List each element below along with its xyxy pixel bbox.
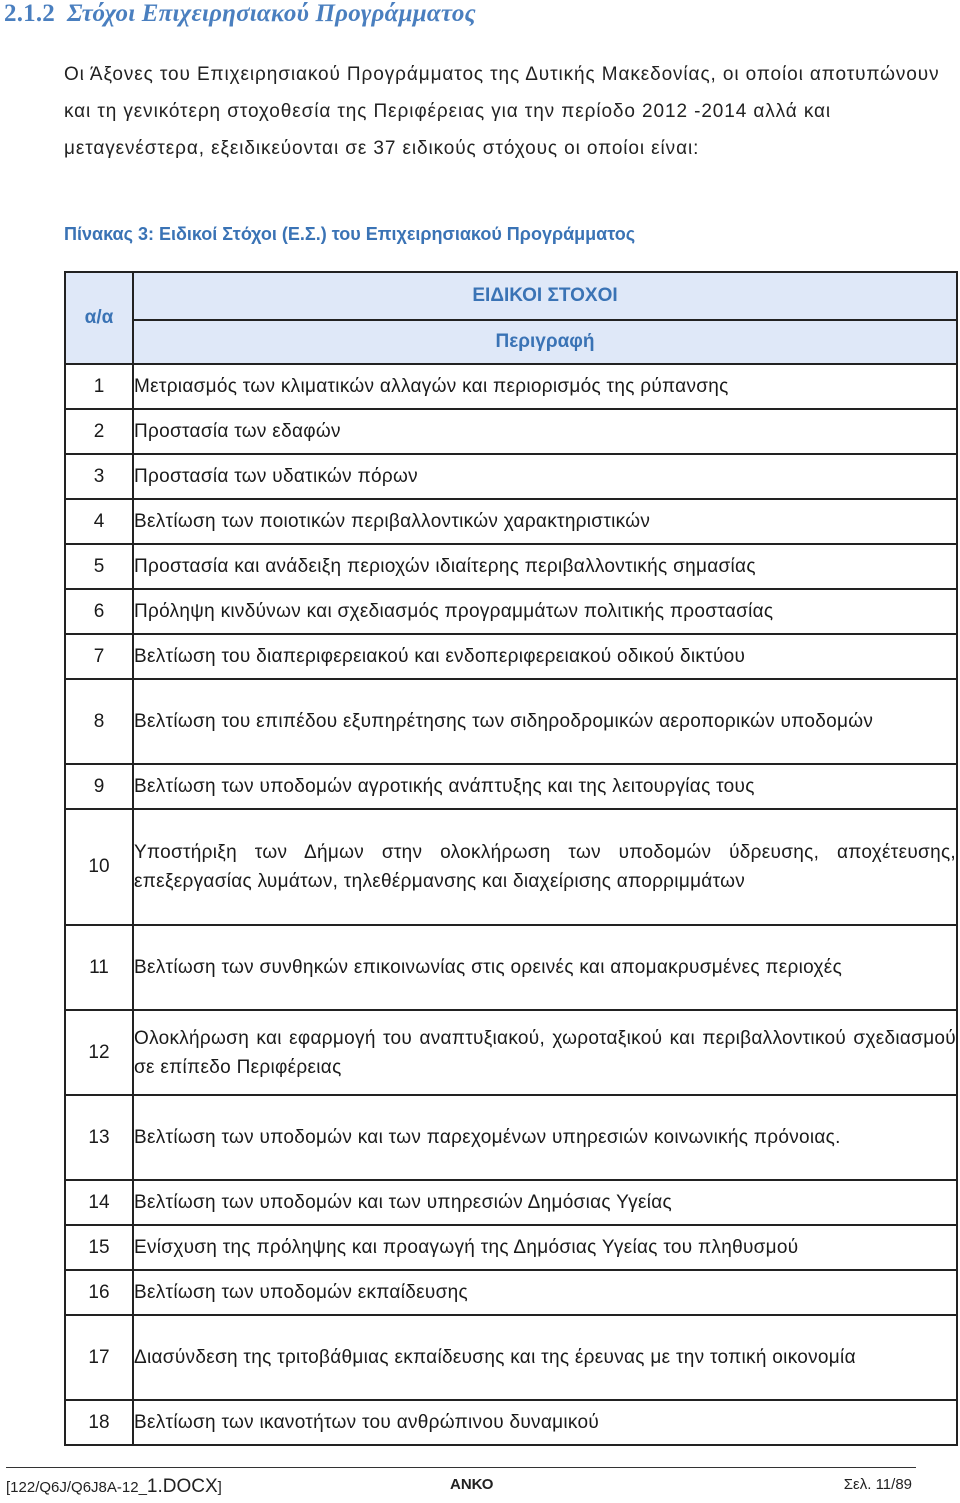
row-description: Προστασία των υδατικών πόρων [133,454,957,499]
row-description: Βελτίωση των ποιοτικών περιβαλλοντικών χαρακτηριστικών [133,499,957,544]
table-row [65,409,957,454]
row-number: 2 [65,409,133,454]
row-description: Προστασία και ανάδειξη περιοχών ιδιαίτερης περιβαλλοντικής σημασίας [133,544,957,589]
objectives-table [64,271,958,1446]
row-number: 11 [65,925,133,1010]
row-description: Διασύνδεση της τριτοβάθμιας εκπαίδευσης και της έρευνας με την τοπική οικονομία [133,1315,957,1400]
row-description: Βελτίωση του διαπεριφερειακού και ενδοπεριφερειακού οδικού δικτύου [133,634,957,679]
table-header-title: ΕΙΔΙΚΟΙ ΣΤΟΧΟΙ [133,272,957,320]
table-row [65,589,957,634]
row-description: Βελτίωση των υποδομών αγροτικής ανάπτυξης και της λειτουργίας τους [133,764,957,809]
table-row [65,764,957,809]
row-number: 12 [65,1010,133,1095]
row-description: Βελτίωση των υποδομών και των υπηρεσιών Δημόσιας Υγείας [133,1180,957,1225]
table-caption: Πίνακας 3: Ειδικοί Στόχοι (Ε.Σ.) του Επιχειρησιακού Προγράμματος [64,224,636,244]
table-body [65,364,957,1445]
row-description: Βελτίωση των υποδομών εκπαίδευσης [133,1270,957,1315]
row-description: Προστασία των εδαφών [133,409,957,454]
row-number: 3 [65,454,133,499]
row-description: Ολοκλήρωση και εφαρμογή του αναπτυξιακού, χωροταξικού και περιβαλλοντικού σχεδιασμού σε επίπεδο Περιφέρειας [133,1010,957,1095]
row-description: Βελτίωση των συνθηκών επικοινωνίας στις ορεινές και απομακρυσμένες περιοχές [133,925,957,1010]
row-description: Πρόληψη κινδύνων και σχεδιασμός προγραμμάτων πολιτικής προστασίας [133,589,957,634]
table-row [65,454,957,499]
column-header-aa: α/α [65,272,133,364]
table-row [65,634,957,679]
table-row [65,1270,957,1315]
footer-organization: ΑΝΚΟ [450,1476,494,1493]
row-number: 15 [65,1225,133,1270]
section-title: Στόχοι Επιχειρησιακού Προγράμματος [67,0,476,27]
row-number: 17 [65,1315,133,1400]
row-number: 4 [65,499,133,544]
footer-reference [6,1476,222,1498]
footer-doc-name: 1.DOCX [146,1476,218,1497]
row-description: Ενίσχυση της πρόληψης και προαγωγή της Δημόσιας Υγείας του πληθυσμού [133,1225,957,1270]
row-description: Υποστήριξη των Δήμων στην ολοκλήρωση των υποδομών ύδρευσης, αποχέτευσης, επεξεργασίας λυμάτων, τηλεθέρμανσης και διαχείρισης απορριμμάτων [133,809,957,925]
table-row [65,1180,957,1225]
row-description: Μετριασμός των κλιματικών αλλαγών και περιορισμός της ρύπανσης [133,364,957,409]
row-number: 18 [65,1400,133,1445]
row-number: 14 [65,1180,133,1225]
table-row [65,1010,957,1095]
row-number: 9 [65,764,133,809]
row-number: 10 [65,809,133,925]
table-row [65,1095,957,1180]
row-number: 13 [65,1095,133,1180]
intro-paragraph: Οι Άξονες του Επιχειρησιακού Προγράμματος της Δυτικής Μακεδονίας, οι οποίοι αποτυπώνουν και τη γενικότερη στοχοθεσία της Περιφέρειας για την περίοδο 2012 -2014 αλλά και μεταγενέστερα, εξειδικεύονται σε 37 ειδικούς στόχους οι οποίοι είναι: [64,64,940,159]
row-description: Βελτίωση του επιπέδου εξυπηρέτησης των σιδηροδρομικών αεροπορικών υποδομών [133,679,957,764]
table-row [65,1225,957,1270]
row-number: 5 [65,544,133,589]
column-header-description: Περιγραφή [133,320,957,364]
row-number: 7 [65,634,133,679]
row-number: 16 [65,1270,133,1315]
row-number: 1 [65,364,133,409]
row-number: 8 [65,679,133,764]
table-row [65,1315,957,1400]
row-description: Βελτίωση των υποδομών και των παρεχομένων υπηρεσιών κοινωνικής πρόνοιας. [133,1095,957,1180]
page-footer [6,1467,916,1498]
row-number: 6 [65,589,133,634]
footer-ref-end: ] [217,1479,222,1496]
table-row [65,925,957,1010]
section-number: 2.1.2 [4,0,55,27]
footer-ref-code: [122/Q6J/Q6J8A-12_ [6,1479,147,1496]
section-heading [4,0,476,28]
row-description: Βελτίωση των ικανοτήτων του ανθρώπινου δυναμικού [133,1400,957,1445]
footer-page-number: Σελ. 11/89 [843,1476,912,1493]
table-row [65,544,957,589]
table-row [65,679,957,764]
table-row [65,499,957,544]
table-row [65,809,957,925]
table-row [65,364,957,409]
table-row [65,1400,957,1445]
